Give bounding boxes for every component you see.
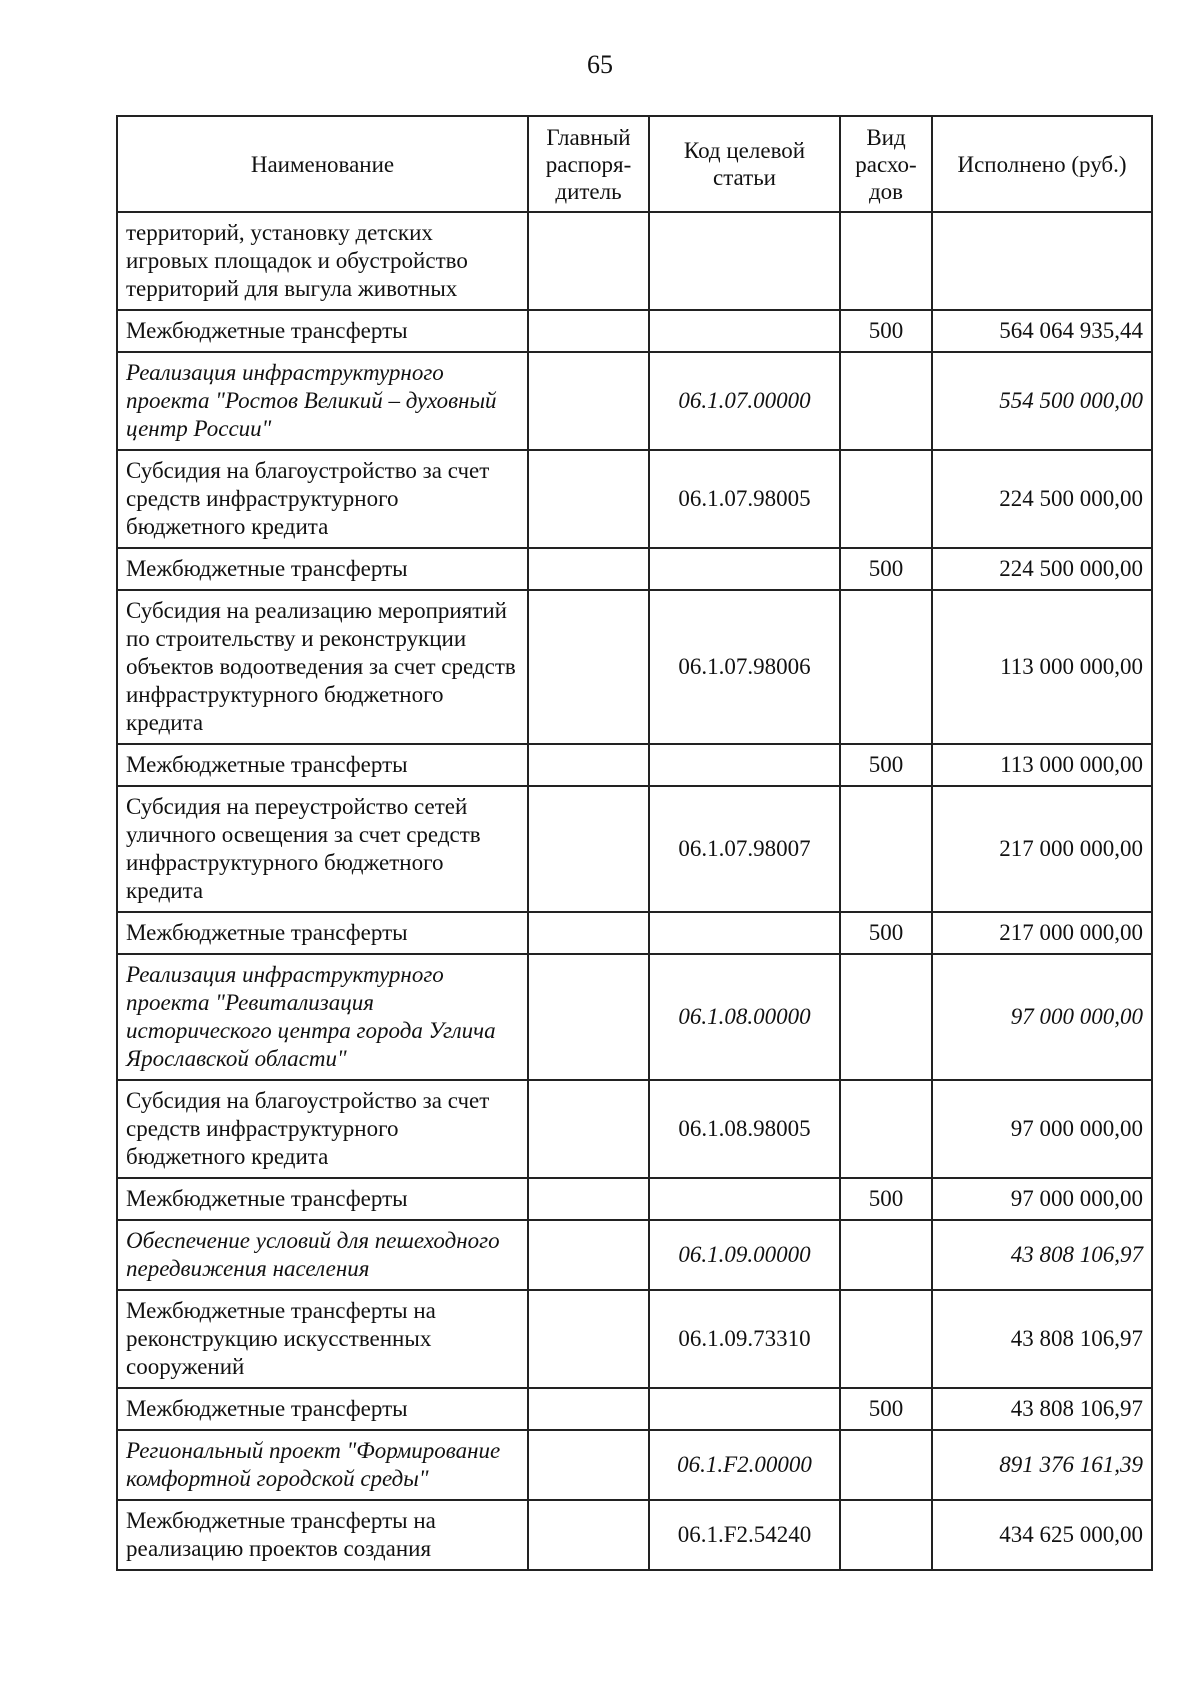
cell-chief xyxy=(528,1500,649,1570)
cell-name: Межбюджетные трансферты xyxy=(117,548,528,590)
table-row xyxy=(117,1080,1152,1178)
table-row xyxy=(117,212,1152,310)
cell-chief xyxy=(528,212,649,310)
cell-code xyxy=(649,912,840,954)
cell-kind xyxy=(840,352,932,450)
table-body xyxy=(117,212,1152,1570)
cell-kind: 500 xyxy=(840,310,932,352)
cell-amount: 434 625 000,00 xyxy=(932,1500,1152,1570)
cell-code: 06.1.08.00000 xyxy=(649,954,840,1080)
cell-kind xyxy=(840,212,932,310)
table-row xyxy=(117,1220,1152,1290)
header-kind: Вид расхо-дов xyxy=(840,116,932,212)
cell-name: Межбюджетные трансферты xyxy=(117,1388,528,1430)
cell-chief xyxy=(528,912,649,954)
cell-chief xyxy=(528,1430,649,1500)
cell-amount: 97 000 000,00 xyxy=(932,1080,1152,1178)
cell-code xyxy=(649,212,840,310)
cell-code: 06.1.07.98007 xyxy=(649,786,840,912)
table-row xyxy=(117,1500,1152,1570)
cell-chief xyxy=(528,1178,649,1220)
cell-chief xyxy=(528,310,649,352)
cell-amount: 217 000 000,00 xyxy=(932,786,1152,912)
cell-amount: 224 500 000,00 xyxy=(932,450,1152,548)
cell-kind xyxy=(840,786,932,912)
cell-chief xyxy=(528,954,649,1080)
cell-amount: 43 808 106,97 xyxy=(932,1220,1152,1290)
cell-name: Субсидия на реализацию мероприятий по строительству и реконструкции объектов водоотведения за счет средств инфраструктурного бюджетного кредита xyxy=(117,590,528,744)
cell-name: Субсидия на благоустройство за счет средств инфраструктурного бюджетного кредита xyxy=(117,450,528,548)
cell-chief xyxy=(528,1290,649,1388)
cell-amount: 113 000 000,00 xyxy=(932,590,1152,744)
cell-name: Межбюджетные трансферты на реализацию проектов создания xyxy=(117,1500,528,1570)
header-chief: Главный распоря-дитель xyxy=(528,116,649,212)
cell-name: Субсидия на переустройство сетей уличного освещения за счет средств инфраструктурного бюджетного кредита xyxy=(117,786,528,912)
header-amount: Исполнено (руб.) xyxy=(932,116,1152,212)
cell-chief xyxy=(528,1220,649,1290)
cell-kind: 500 xyxy=(840,912,932,954)
cell-amount: 113 000 000,00 xyxy=(932,744,1152,786)
cell-name: Реализация инфраструктурного проекта "Ревитализация исторического центра города Углича Ярославской области" xyxy=(117,954,528,1080)
cell-kind xyxy=(840,954,932,1080)
cell-name: Субсидия на благоустройство за счет средств инфраструктурного бюджетного кредита xyxy=(117,1080,528,1178)
cell-chief xyxy=(528,786,649,912)
cell-amount: 97 000 000,00 xyxy=(932,1178,1152,1220)
cell-name: Межбюджетные трансферты xyxy=(117,912,528,954)
cell-chief xyxy=(528,450,649,548)
cell-chief xyxy=(528,352,649,450)
table-row xyxy=(117,786,1152,912)
table-row xyxy=(117,912,1152,954)
cell-kind xyxy=(840,1500,932,1570)
cell-kind xyxy=(840,590,932,744)
table-row xyxy=(117,590,1152,744)
cell-amount: 217 000 000,00 xyxy=(932,912,1152,954)
cell-code: 06.1.09.73310 xyxy=(649,1290,840,1388)
cell-code: 06.1.07.98006 xyxy=(649,590,840,744)
cell-kind xyxy=(840,1290,932,1388)
table-row xyxy=(117,1290,1152,1388)
cell-amount: 224 500 000,00 xyxy=(932,548,1152,590)
cell-name: Межбюджетные трансферты xyxy=(117,310,528,352)
cell-code: 06.1.09.00000 xyxy=(649,1220,840,1290)
cell-code: 06.1.F2.54240 xyxy=(649,1500,840,1570)
cell-amount: 891 376 161,39 xyxy=(932,1430,1152,1500)
cell-name: Межбюджетные трансферты xyxy=(117,744,528,786)
cell-code xyxy=(649,1178,840,1220)
cell-code: 06.1.F2.00000 xyxy=(649,1430,840,1500)
cell-code: 06.1.07.98005 xyxy=(649,450,840,548)
cell-name: Региональный проект "Формирование комфортной городской среды" xyxy=(117,1430,528,1500)
cell-kind: 500 xyxy=(840,1178,932,1220)
cell-kind xyxy=(840,1080,932,1178)
budget-table xyxy=(116,115,1153,1571)
table-row xyxy=(117,352,1152,450)
table-row xyxy=(117,1430,1152,1500)
cell-name: Реализация инфраструктурного проекта "Ростов Великий – духовный центр России" xyxy=(117,352,528,450)
cell-amount: 43 808 106,97 xyxy=(932,1388,1152,1430)
table-row xyxy=(117,548,1152,590)
cell-code xyxy=(649,548,840,590)
cell-code: 06.1.07.00000 xyxy=(649,352,840,450)
cell-code xyxy=(649,744,840,786)
cell-code xyxy=(649,310,840,352)
table-row xyxy=(117,744,1152,786)
cell-code: 06.1.08.98005 xyxy=(649,1080,840,1178)
cell-name: Межбюджетные трансферты xyxy=(117,1178,528,1220)
cell-kind xyxy=(840,1220,932,1290)
cell-amount xyxy=(932,212,1152,310)
cell-name: территорий, установку детских игровых площадок и обустройство территорий для выгула животных xyxy=(117,212,528,310)
cell-chief xyxy=(528,590,649,744)
page-number: 65 xyxy=(587,50,613,79)
cell-amount: 554 500 000,00 xyxy=(932,352,1152,450)
table-row xyxy=(117,310,1152,352)
cell-chief xyxy=(528,1080,649,1178)
cell-kind: 500 xyxy=(840,548,932,590)
cell-kind xyxy=(840,450,932,548)
table-row xyxy=(117,450,1152,548)
table-row xyxy=(117,1178,1152,1220)
table-row xyxy=(117,1388,1152,1430)
cell-amount: 43 808 106,97 xyxy=(932,1290,1152,1388)
header-row xyxy=(117,116,1152,212)
cell-chief xyxy=(528,1388,649,1430)
cell-amount: 97 000 000,00 xyxy=(932,954,1152,1080)
header-code: Код целевой статьи xyxy=(649,116,840,212)
cell-name: Межбюджетные трансферты на реконструкцию искусственных сооружений xyxy=(117,1290,528,1388)
cell-chief xyxy=(528,548,649,590)
cell-code xyxy=(649,1388,840,1430)
cell-amount: 564 064 935,44 xyxy=(932,310,1152,352)
table-row xyxy=(117,954,1152,1080)
cell-kind: 500 xyxy=(840,744,932,786)
cell-kind: 500 xyxy=(840,1388,932,1430)
header-name: Наименование xyxy=(117,116,528,212)
cell-chief xyxy=(528,744,649,786)
cell-kind xyxy=(840,1430,932,1500)
cell-name: Обеспечение условий для пешеходного передвижения населения xyxy=(117,1220,528,1290)
